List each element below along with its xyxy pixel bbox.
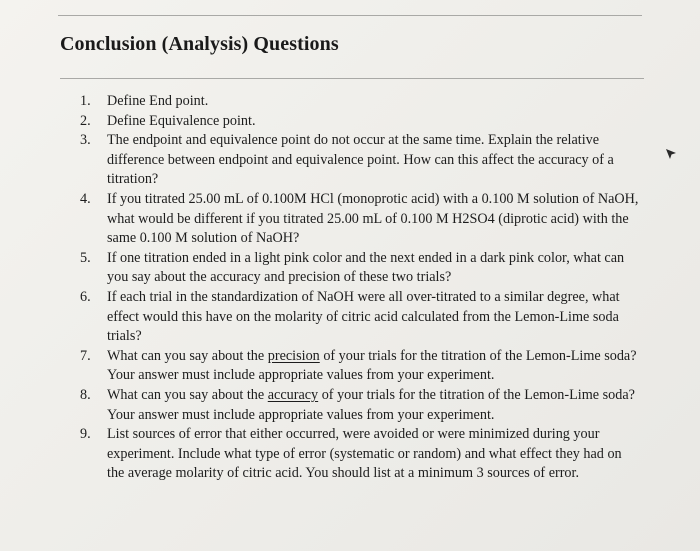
question-item-9 xyxy=(80,425,640,484)
question-text-end: of your trials for the titration of the Lemon-Lime soda? Your answer must include appropriate values from your experiment. xyxy=(107,347,637,384)
question-text: The endpoint and equivalence point do not occur at the same time. Explain the relative difference between endpoint and equivalence point. How can this affect the accuracy of a titration? xyxy=(107,132,614,188)
question-text: If one titration ended in a light pink color and the next ended in a dark pink color, what can you say about the accuracy and precision of these two trials? xyxy=(107,249,625,286)
question-item-8 xyxy=(80,386,640,425)
question-text xyxy=(107,347,640,386)
question-number: 9. xyxy=(80,426,91,443)
question-item-7 xyxy=(80,347,640,386)
question-number: 4. xyxy=(80,190,91,207)
question-text-start: What can you say about the xyxy=(107,386,268,403)
question-number: 3. xyxy=(80,132,91,149)
question-list xyxy=(80,92,640,484)
question-text: If each trial in the standardization of NaOH were all over-titrated to a similar degree, what effect would this have on the molarity of citric acid calculated from the Lemon-Lime soda trials? xyxy=(107,288,620,345)
question-number: 7. xyxy=(80,347,91,364)
page-title: Conclusion (Analysis) Questions xyxy=(60,33,339,55)
question-number: 2. xyxy=(80,112,91,129)
question-number: 6. xyxy=(80,288,91,305)
question-text-end: of your trials for the titration of the Lemon-Lime soda? Your answer must include appropriate values from your experiment. xyxy=(107,386,635,423)
question-number: 5. xyxy=(80,249,91,266)
question-text: Define End point. xyxy=(107,93,209,109)
question-text xyxy=(107,386,640,425)
question-item-4 xyxy=(80,190,640,249)
question-text: List sources of error that either occurred, were avoided or were minimized during your experiment. Include what type of error (systematic or random) and what effect they had on the average molarity of citric acid. You should list at a minimum 3 sources of error. xyxy=(107,426,622,482)
mouse-pointer-icon xyxy=(665,148,677,160)
question-item-3 xyxy=(80,131,640,190)
question-text: If you titrated 25.00 mL of 0.100M HCl (monoprotic acid) with a 0.100 M solution of NaOH, what would be different if you titrated 25.00 mL of 0.100 M H2SO4 (diprotic acid) with the same 0.100 M solution of NaOH? xyxy=(107,190,639,247)
top-divider xyxy=(58,15,642,16)
question-number: 8. xyxy=(80,386,91,403)
underlined-term-precision: precision xyxy=(267,347,320,364)
question-number: 1. xyxy=(80,93,91,109)
title-divider xyxy=(60,78,644,79)
question-item-1 xyxy=(80,92,640,112)
question-item-2 xyxy=(80,112,640,132)
question-item-5 xyxy=(80,249,640,288)
question-item-6 xyxy=(80,288,640,347)
underlined-term-accuracy: accuracy xyxy=(267,386,319,403)
question-text-start: What can you say about the xyxy=(107,347,268,364)
question-text: Define Equivalence point. xyxy=(107,112,256,129)
